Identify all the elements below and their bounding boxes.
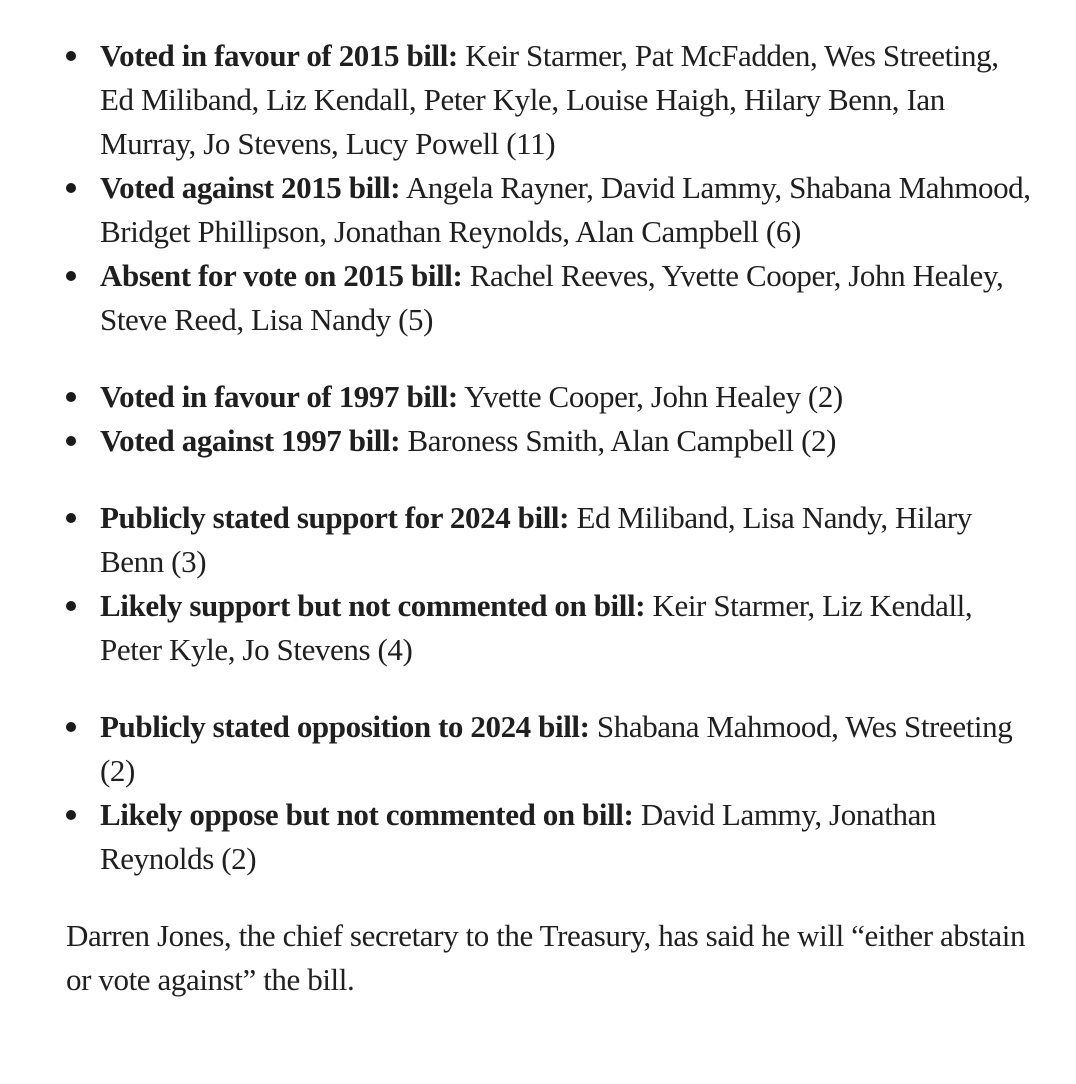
item-text: David Lammy, Jonathan Reynolds (2) — [100, 797, 937, 876]
bullet-icon — [66, 810, 76, 820]
item-label: Voted against 1997 bill: — [100, 423, 401, 458]
vote-list-2015 — [66, 34, 1036, 342]
vote-list-1997 — [66, 375, 1036, 463]
item-label: Publicly stated opposition to 2024 bill: — [100, 709, 590, 744]
bullet-icon — [66, 601, 76, 611]
item-label: Absent for vote on 2015 bill: — [100, 258, 463, 293]
list-item — [66, 793, 1036, 881]
item-text: Yvette Cooper, John Healey (2) — [464, 379, 843, 414]
list-item — [66, 166, 1036, 254]
item-text: Ed Miliband, Lisa Nandy, Hilary Benn (3) — [100, 500, 972, 579]
list-item — [66, 496, 1036, 584]
bullet-icon — [66, 513, 76, 523]
item-label: Publicly stated support for 2024 bill: — [100, 500, 570, 535]
footer-paragraph: Darren Jones, the chief secretary to the Treasury, has said he will “either abstain or vote against” the bill. — [66, 918, 1026, 997]
item-text: Keir Starmer, Pat McFadden, Wes Streeting, Ed Miliband, Liz Kendall, Peter Kyle, Louise Haigh, Hilary Benn, Ian Murray, Jo Stevens, Lucy Powell (11) — [100, 38, 999, 161]
opposition-list-2024 — [66, 705, 1036, 881]
item-label: Voted in favour of 1997 bill: — [100, 379, 458, 414]
item-text: Rachel Reeves, Yvette Cooper, John Healey, Steve Reed, Lisa Nandy (5) — [100, 258, 1004, 337]
list-item — [66, 584, 1036, 672]
bullet-icon — [66, 392, 76, 402]
list-item — [66, 419, 1036, 463]
bullet-icon — [66, 436, 76, 446]
bullet-icon — [66, 51, 76, 61]
item-label: Voted in favour of 2015 bill: — [100, 38, 458, 73]
list-item — [66, 705, 1036, 793]
support-list-2024 — [66, 496, 1036, 672]
list-item — [66, 375, 1036, 419]
item-text: Angela Rayner, David Lammy, Shabana Mahmood, Bridget Phillipson, Jonathan Reynolds, Alan Campbell (6) — [100, 170, 1031, 249]
item-label: Voted against 2015 bill: — [100, 170, 401, 205]
bullet-icon — [66, 271, 76, 281]
list-item — [66, 34, 1036, 166]
item-text: Shabana Mahmood, Wes Streeting (2) — [100, 709, 1013, 788]
item-label: Likely support but not commented on bill: — [100, 588, 646, 623]
bullet-icon — [66, 722, 76, 732]
bullet-icon — [66, 183, 76, 193]
item-label: Likely oppose but not commented on bill: — [100, 797, 634, 832]
item-text: Baroness Smith, Alan Campbell (2) — [407, 423, 837, 458]
item-text: Keir Starmer, Liz Kendall, Peter Kyle, Jo Stevens (4) — [100, 588, 973, 667]
list-item — [66, 254, 1036, 342]
